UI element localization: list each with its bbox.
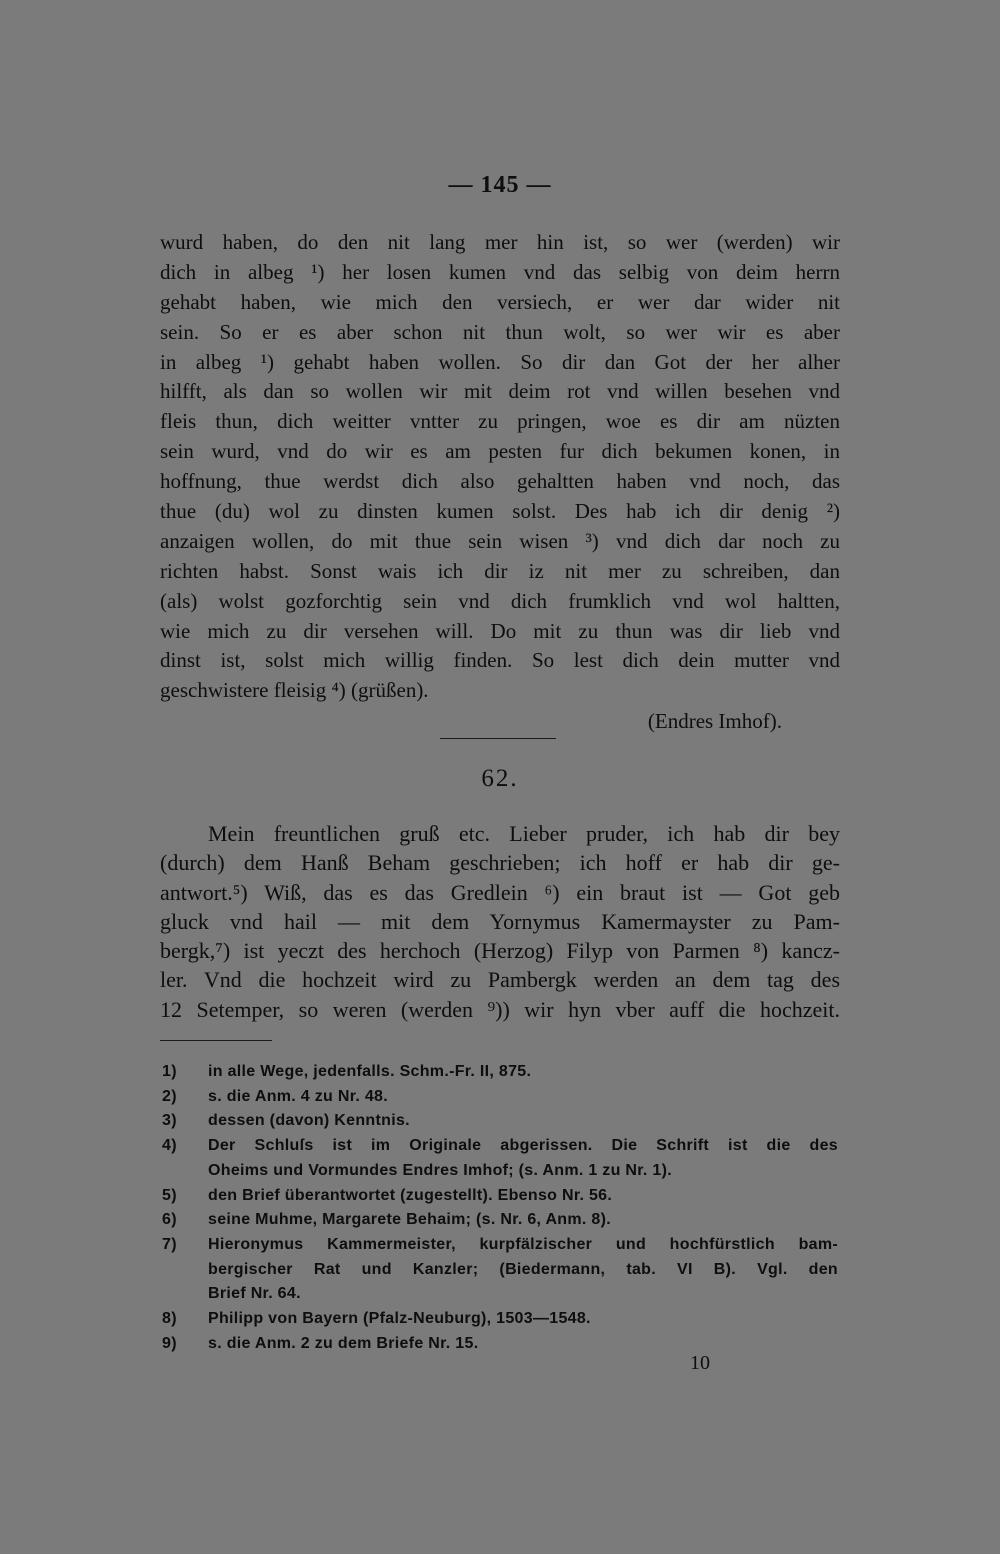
footnote: [162, 1184, 838, 1209]
text-line: sein. So er es aber schon nit thun wolt, so wer wir es aber: [160, 319, 840, 344]
footnote: [162, 1332, 838, 1357]
footnote-mark: 5): [162, 1186, 177, 1204]
letter-number: 62.: [481, 765, 519, 792]
text-line: 12 Setemper, so weren (werden ⁹)) wir hyn vber auff die hochzeit.: [160, 996, 840, 1022]
page-number: — 145 —: [448, 172, 552, 198]
footnote: [162, 1109, 838, 1134]
footnote-mark: 9): [162, 1334, 177, 1352]
footnote: [162, 1085, 838, 1110]
footnote-text: den Brief überantwortet (zugestellt). Ebenso Nr. 56.: [208, 1186, 613, 1204]
text-line: gluck vnd hail — mit dem Yornymus Kamermayster zu Pam-: [160, 908, 840, 934]
footnote-text: Brief Nr. 64.: [208, 1285, 301, 1303]
footnote-text: Oheims und Vormundes Endres Imhof; (s. Anm. 1 zu Nr. 1).: [208, 1161, 672, 1179]
footnote: [162, 1134, 838, 1159]
footnote-text: bergischer Rat und Kanzler; (Biedermann, tab. VI B). Vgl. den: [208, 1260, 838, 1278]
text-line: wurd haben, do den nit lang mer hin ist, so wer (werden) wir: [160, 230, 840, 254]
footnote: [162, 1233, 838, 1258]
text-line: wie mich zu dir versehen will. Do mit zu thun was dir lieb vnd: [160, 618, 840, 643]
text-line: hilfft, als dan so wollen wir mit deim rot vnd willen besehen vnd: [160, 379, 840, 404]
text-line: dinst ist, solst mich willig finden. So lest dich dein mutter vnd: [160, 648, 840, 673]
text-line: Mein freuntlichen gruß etc. Lieber pruder, ich hab dir bey: [208, 821, 840, 846]
footnote-text: Philipp von Bayern (Pfalz-Neuburg), 1503—1548.: [208, 1310, 591, 1328]
text-line: (durch) dem Hanß Beham geschrieben; ich hoff er hab dir ge-: [160, 850, 840, 876]
letter-61-text: [160, 228, 840, 736]
footnote: [162, 1060, 838, 1085]
signature: (Endres Imhof).: [647, 709, 782, 734]
footnote-text: s. die Anm. 4 zu Nr. 48.: [208, 1087, 388, 1105]
footnote-mark: 1): [162, 1063, 177, 1080]
footnote-text: in alle Wege, jedenfalls. Schm.-Fr. II, 875.: [208, 1063, 532, 1080]
signature-mark: 10: [690, 1352, 710, 1374]
text-line: antwort.⁵) Wiß, das es das Gredlein ⁶) ein braut ist — Got geb: [160, 879, 840, 905]
text-line: gehabt haben, wie mich den versiech, er wer dar wider nit: [160, 289, 840, 314]
text-line: sein wurd, vnd do wir es am pesten fur dich bekumen konen, in: [160, 439, 840, 464]
footnote-text: s. die Anm. 2 zu dem Briefe Nr. 15.: [208, 1334, 479, 1352]
footnote-text: Der Schluſs ist im Originale abgerissen. Die Schrift ist die des: [208, 1137, 838, 1155]
footnote-mark: 4): [162, 1137, 177, 1155]
text-line: geschwistere fleisig ⁴) (grüßen).: [160, 678, 429, 703]
text-line: hoffnung, thue werdst dich also gehaltten haben vnd noch, das: [160, 469, 840, 494]
footnotes: [162, 1060, 838, 1356]
text-line: ler. Vnd die hochzeit wird zu Pambergk werden an dem tag des: [160, 967, 840, 993]
text-line: in albeg ¹) gehabt haben wollen. So dir dan Got der her alher: [160, 349, 840, 374]
footnote-mark: 8): [162, 1310, 177, 1328]
text-line: richten habst. Sonst wais ich dir iz nit mer zu schreiben, dan: [160, 558, 840, 583]
footnote-mark: 3): [162, 1112, 177, 1130]
text-line: thue (du) wol zu dinsten kumen solst. Des hab ich dir denig ²): [160, 499, 840, 524]
footnote-mark: 6): [162, 1211, 177, 1229]
text-line: bergk,⁷) ist yeczt des herchoch (Herzog) Filyp von Parmen ⁸) kancz-: [160, 938, 840, 964]
footnote: [162, 1307, 838, 1332]
footnote-mark: 7): [162, 1235, 177, 1253]
footnote-mark: 2): [162, 1087, 177, 1105]
letter-62-text: [160, 819, 840, 1024]
text-line: anzaigen wollen, do mit thue sein wisen ³) vnd dich dar noch zu: [160, 528, 840, 553]
text-line: (als) wolst gozforchtig sein vnd dich frumklich vnd wol haltten,: [160, 588, 840, 613]
footnote-text: Hieronymus Kammermeister, kurpfälzischer und hochfürstlich bam-: [208, 1235, 838, 1253]
footnote-text: seine Muhme, Margarete Behaim; (s. Nr. 6, Anm. 8).: [208, 1211, 611, 1229]
text-line: fleis thun, dich weitter vntter zu pringen, woe es dir am nüzten: [160, 409, 840, 434]
section-divider: [440, 738, 556, 739]
footnote: [162, 1208, 838, 1233]
footnote-divider: [160, 1040, 272, 1041]
text-line: dich in albeg ¹) her losen kumen vnd das selbig von deim herrn: [160, 259, 840, 284]
footnote-text: dessen (davon) Kenntnis.: [208, 1112, 410, 1130]
